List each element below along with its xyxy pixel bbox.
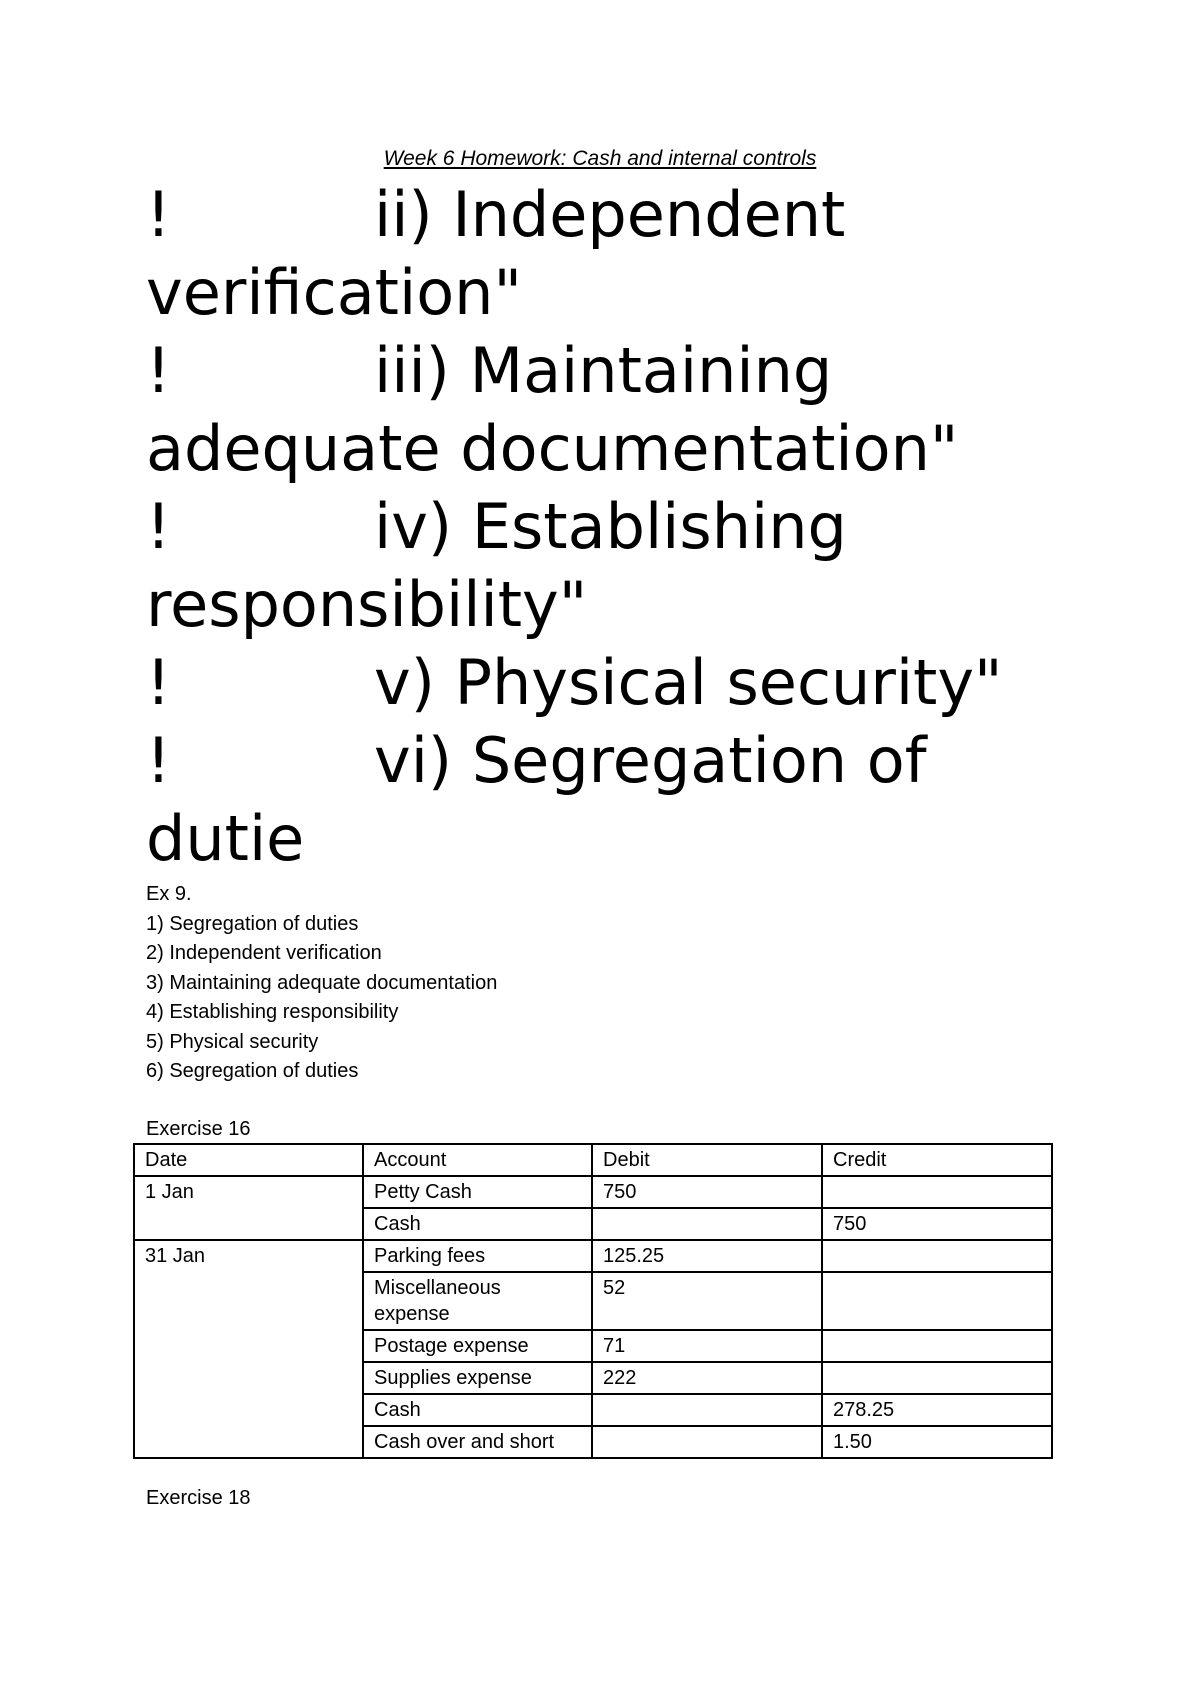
credit-cell: 278.25 [822,1394,1052,1426]
journal-table [133,1143,1053,1459]
credit-cell [822,1362,1052,1394]
exercise18-label: Exercise 18 [146,1487,251,1509]
header-credit: Credit [822,1144,1052,1176]
large-list-item [146,176,1146,332]
account-cell: Petty Cash [363,1176,592,1208]
header-debit: Debit [592,1144,822,1176]
account-cell: Supplies expense [363,1362,592,1394]
header-date: Date [134,1144,363,1176]
ex9-item: 4) Establishing responsibility [146,1001,399,1023]
account-cell: Miscellaneous expense [363,1272,592,1330]
list-item-continuation: dutie [146,802,305,875]
table-header-row [134,1144,1052,1176]
debit-cell: 222 [592,1362,822,1394]
account-cell: Cash over and short [363,1426,592,1458]
list-item-continuation: adequate documentation" [146,412,959,485]
account-cell: Cash [363,1394,592,1426]
list-item-continuation: verification" [146,256,522,329]
debit-cell [592,1394,822,1426]
account-cell: Parking fees [363,1240,592,1272]
account-cell: Cash [363,1208,592,1240]
large-list-item [146,722,1146,878]
debit-cell: 71 [592,1330,822,1362]
exercise16-label: Exercise 16 [146,1118,251,1140]
header-account: Account [363,1144,592,1176]
list-marker: ! [146,178,171,251]
list-marker: ! [146,334,171,407]
list-item-text: v) Physical security" [374,646,1003,719]
large-control-list [146,176,1146,878]
list-marker: ! [146,646,171,719]
credit-cell [822,1176,1052,1208]
date-cell: 31 Jan [134,1240,363,1458]
large-list-item [146,488,1146,644]
credit-cell [822,1330,1052,1362]
credit-cell: 750 [822,1208,1052,1240]
credit-cell: 1.50 [822,1426,1052,1458]
large-list-item [146,332,1146,488]
table-row [134,1176,1052,1208]
list-marker: ! [146,490,171,563]
ex9-item: 1) Segregation of duties [146,912,359,935]
credit-cell [822,1272,1052,1330]
account-cell: Postage expense [363,1330,592,1362]
ex9-item: 3) Maintaining adequate documentation [146,971,498,994]
debit-cell: 52 [592,1272,822,1330]
ex9-item: 2) Independent verification [146,942,382,964]
debit-cell: 125.25 [592,1240,822,1272]
list-marker: ! [146,724,171,797]
ex9-item: 5) Physical security [146,1030,319,1053]
ex9-heading: Ex 9. [146,883,192,905]
list-item-text: iii) Maintaining [374,334,833,407]
list-item-text: vi) Segregation of [374,724,927,797]
list-item-text: ii) Independent [374,178,846,251]
list-item-text: iv) Establishing [374,490,847,563]
ex9-section [146,880,497,1087]
date-cell: 1 Jan [134,1176,363,1240]
table-row [134,1240,1052,1272]
large-list-item [146,644,1146,722]
debit-cell [592,1426,822,1458]
document-title: Week 6 Homework: Cash and internal controls [383,147,817,170]
debit-cell: 750 [592,1176,822,1208]
ex9-item: 6) Segregation of duties [146,1060,359,1082]
debit-cell [592,1208,822,1240]
list-item-continuation: responsibility" [146,568,588,641]
credit-cell [822,1240,1052,1272]
